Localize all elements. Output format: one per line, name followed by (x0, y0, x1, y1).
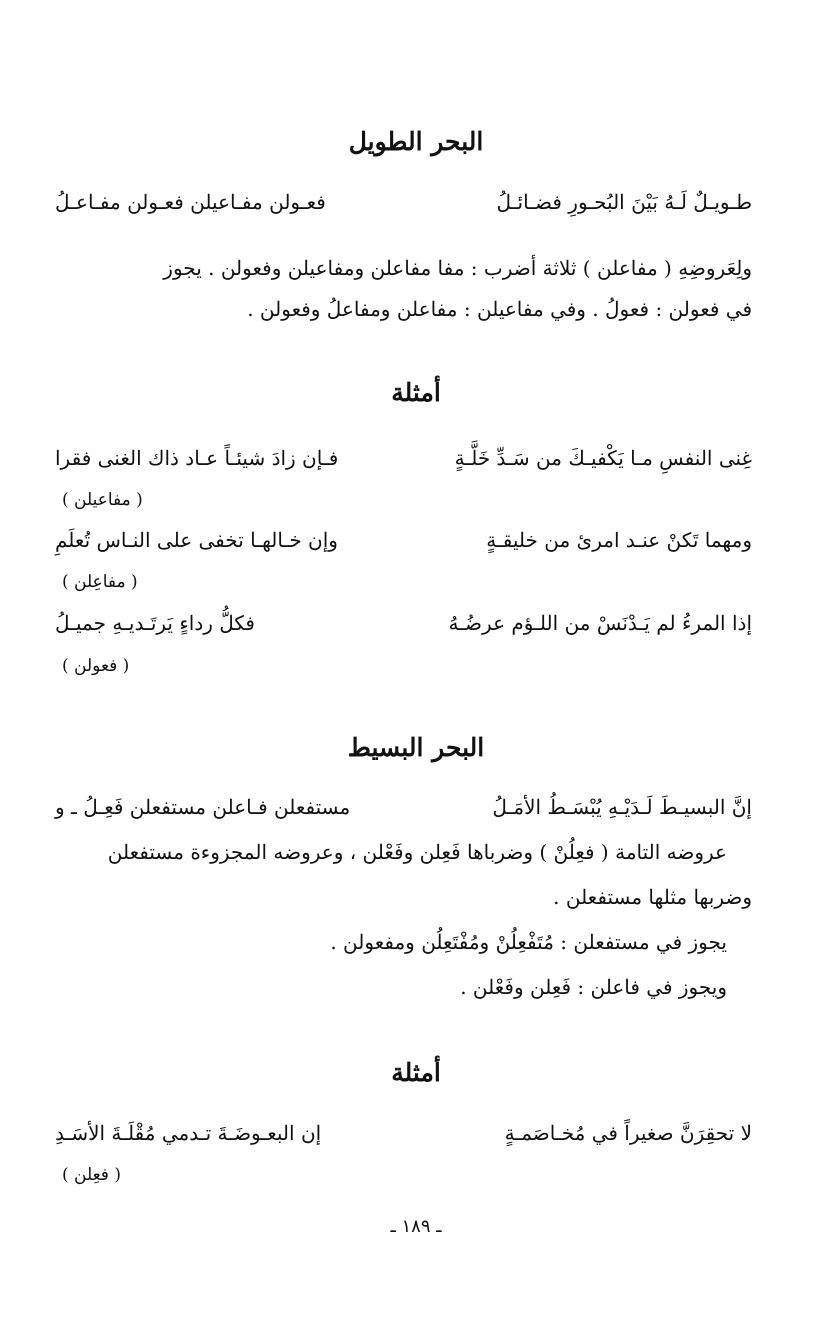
example-meter: ( مفاعيلن ) (62, 490, 143, 510)
example-verse-left: فكلُّ رداءٍ يَرتَـديـهِ جميـلُ (55, 611, 255, 635)
example-verse-right: ومهما تَكنْ عنـد امرئ من خليقـةٍ (486, 528, 752, 552)
example-verse-left: فـإن زادَ شيئـاً عـاد ذاك الغنى فقرا (55, 446, 339, 470)
example-meter: ( مفاعِلن ) (62, 572, 138, 592)
key-verse-right: طـويـلٌ لَـهُ بَيْنَ البُحـورِ فضـائـلُ (496, 190, 752, 214)
basit-rule-2: ويجوز في فاعلن : فَعِلن وفَعْلن . (460, 975, 727, 999)
key-verse-left: فعـولن مفـاعيلن فعـولن مفـاعـلُ (55, 190, 326, 214)
basit-rule-1: يجوز في مستفعلن : مُتَفْعِلُنْ ومُفْتَعِلُن ومفعولن . (330, 930, 727, 954)
section-heading-basit: البحر البسيط (347, 733, 485, 762)
key-verse-right: إنَّ البسيـطَ لَـدَيْـهِ يُبْسَـطُ الأمَـلُ (492, 795, 752, 819)
tawil-description-line-1: ولِعَروضِهِ ( مفاعلن ) ثلاثة أضرب : مفا مفاعلن ومفاعيلن وفعولن . يجوز (163, 256, 752, 280)
examples-heading: أمثلة (391, 1058, 441, 1087)
examples-heading: أمثلة (391, 378, 441, 407)
section-heading-tawil: البحر الطويل (348, 127, 484, 156)
example-verse-right: غِنى النفسِ مـا يَكْفيـكَ من سَـدِّ خَلَّـةٍ (454, 446, 752, 470)
example-meter: ( فعولن ) (62, 656, 130, 676)
basit-description-line-1: عروضه التامة ( فعِلُنْ ) وضرباها فَعِلن وفَعْلن ، وعروضه المجزوءة مستفعلن (107, 840, 727, 864)
tawil-description-line-2: في فعولن : فعولُ . وفي مفاعيلن : مفاعلن ومفاعلُ وفعولن . (247, 297, 752, 321)
example-meter: ( فعِلن ) (62, 1165, 121, 1185)
example-verse-right: إذا المرءُ لم يَـدْنَسْ من اللـؤم عرضُـهُ (448, 611, 752, 635)
page-number: ـ ١٨٩ ـ (390, 1216, 442, 1237)
key-verse-left: مستفعلن فـاعلن مستفعلن فَعِـلُ ـ و (55, 795, 351, 819)
example-verse-left: وإن خـالهـا تخفى على النـاس تُعلَمِ (55, 528, 338, 552)
example-verse-right: لا تحقِرَنَّ صغيراً في مُخـاصَمـةٍ (504, 1121, 752, 1145)
basit-description-line-2: وضربها مثلها مستفعلن . (553, 885, 752, 909)
example-verse-left: إن البعـوضَـةَ تـدمي مُقْلَـةَ الأسَـدِ (55, 1121, 322, 1145)
